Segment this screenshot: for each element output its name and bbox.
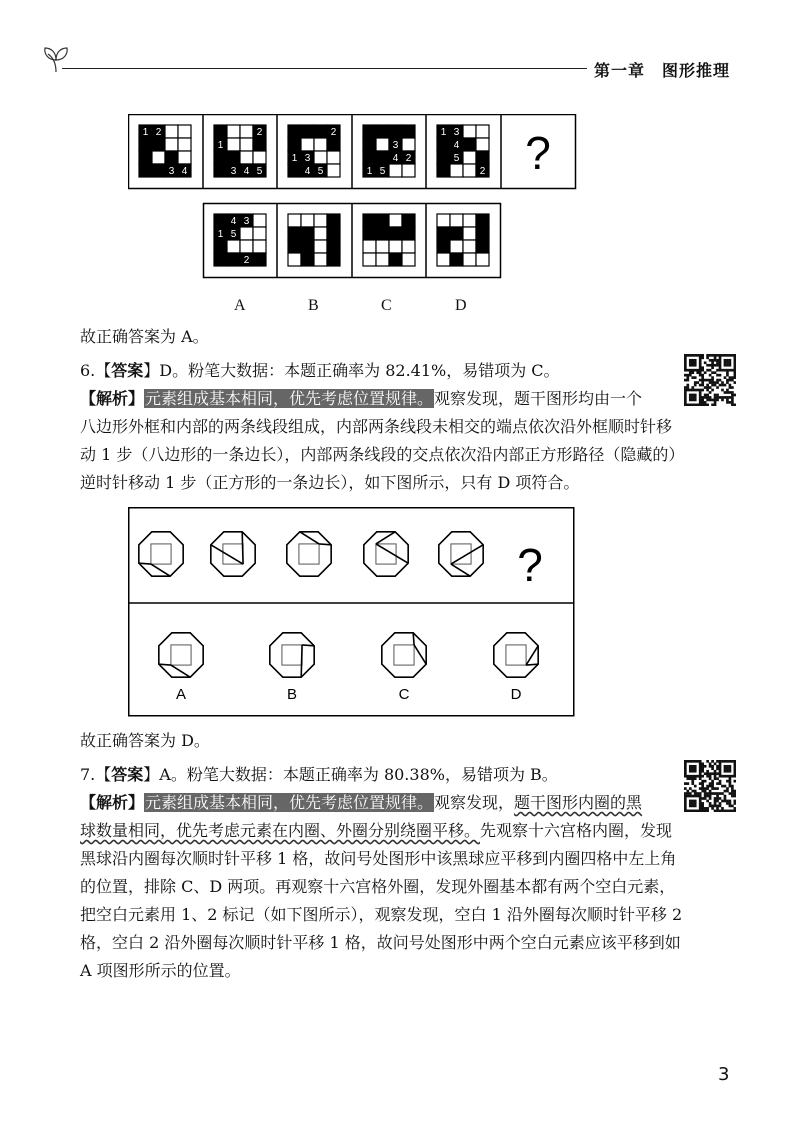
- grid-cell: [389, 214, 402, 227]
- grid-cell: [240, 125, 253, 138]
- grid-number-label: 1: [217, 140, 224, 151]
- grid-cell: [463, 240, 476, 253]
- grid-cell: [152, 164, 165, 177]
- grid-option-a: [214, 214, 266, 266]
- grid-number-label: 4: [230, 216, 237, 227]
- inner-segment: [159, 664, 171, 665]
- grid-cell: [450, 227, 463, 240]
- grid-figure-3: [288, 125, 340, 177]
- grid-cell: [178, 138, 191, 151]
- grid-cell: [363, 253, 376, 266]
- grid-cell: [437, 138, 450, 151]
- grid-cell: [214, 164, 227, 177]
- grid-cell: [288, 240, 301, 253]
- grid-cell: [376, 125, 389, 138]
- grid-number-label: 4: [453, 140, 460, 151]
- grid-number-label: 5: [256, 166, 263, 177]
- octagon-puzzle-figure: [128, 507, 576, 719]
- grid-number-label: 2: [405, 153, 412, 164]
- grid-cell: [301, 240, 314, 253]
- inner-segment: [301, 645, 302, 677]
- grid-cell: [476, 253, 489, 266]
- grid-cell: [314, 227, 327, 240]
- grid-cell: [363, 151, 376, 164]
- grid-cell: [402, 227, 415, 240]
- octagon-figure-2: [211, 532, 255, 576]
- q6-analysis-line-3: 动 1 步（八边形的一条边长），内部两条线段的交点依次沿内部正方形路径（隐藏的）: [80, 445, 685, 464]
- inner-segment: [376, 544, 408, 563]
- octagon-figure-4: [364, 532, 408, 576]
- grid-cell: [389, 253, 402, 266]
- grid-cell: [437, 151, 450, 164]
- grid-figure-5: [437, 125, 489, 177]
- q7-analysis-line-5: 把空白元素用 1、2 标记（如下图所示），观察发现，空白 1 沿外圈每次顺时针平移 2: [80, 905, 683, 924]
- grid-cell: [139, 164, 152, 177]
- grid-cell: [389, 164, 402, 177]
- grid-cell: [288, 227, 301, 240]
- grid-cell: [402, 138, 415, 151]
- grid-cell: [227, 253, 240, 266]
- grid-number-label: 5: [317, 166, 324, 177]
- grid-option-c: [363, 214, 415, 266]
- grid-cell: [476, 214, 489, 227]
- inner-segment: [139, 563, 151, 564]
- grid-number-label: 1: [291, 153, 298, 164]
- grid-cell: [437, 227, 450, 240]
- grid-number-label: 2: [155, 127, 162, 138]
- grid-cell: [463, 214, 476, 227]
- grid-cell: [301, 125, 314, 138]
- grid-cell: [476, 151, 489, 164]
- grid-cell: [288, 253, 301, 266]
- grid-cell: [301, 253, 314, 266]
- inner-segment: [171, 665, 190, 677]
- puzzle2-frame: [129, 508, 574, 716]
- octagon-option-a: [159, 633, 203, 677]
- grid-cell: [363, 227, 376, 240]
- grid-cell: [314, 240, 327, 253]
- grid-cell: [450, 240, 463, 253]
- grid-cell: [376, 214, 389, 227]
- grid-cell: [450, 164, 463, 177]
- grid-figure-4: [363, 125, 415, 177]
- grid-cell: [253, 253, 266, 266]
- grid-cell: [450, 214, 463, 227]
- grid-cell: [327, 240, 340, 253]
- grid-cell: [402, 253, 415, 266]
- grid-cell: [327, 138, 340, 151]
- header-rule: [62, 68, 587, 69]
- grid-cell: [288, 138, 301, 151]
- grid-cell: [463, 253, 476, 266]
- grid-cell: [389, 227, 402, 240]
- grid-number-label: 3: [243, 216, 250, 227]
- grid-cell: [165, 125, 178, 138]
- grid-option-b: [288, 214, 340, 266]
- hidden-square: [171, 645, 191, 665]
- grid-cell: [437, 240, 450, 253]
- grid-cell: [463, 227, 476, 240]
- grid-cell: [139, 138, 152, 151]
- grid-number-label: 3: [392, 140, 399, 151]
- grid-figure-2: [214, 125, 266, 177]
- inner-segment: [242, 532, 243, 564]
- grid-number-label: 3: [230, 166, 237, 177]
- grid-cell: [314, 151, 327, 164]
- inner-segment: [211, 545, 243, 564]
- octagon-option-c: [382, 633, 426, 677]
- grid-puzzle-figure: [128, 114, 578, 294]
- page-number: 3: [718, 1064, 730, 1085]
- grid-cell: [463, 138, 476, 151]
- grid-cell: [314, 214, 327, 227]
- leaf-icon: [42, 44, 70, 74]
- grid-cell: [240, 227, 253, 240]
- grid-cell: [253, 138, 266, 151]
- option-d-label: D: [455, 297, 467, 314]
- option-d-label: D: [510, 686, 522, 703]
- octagon-figure-5: [439, 532, 483, 576]
- grid-cell: [389, 240, 402, 253]
- grid-cell: [288, 164, 301, 177]
- answer-5: 故正确答案为 A。: [80, 327, 209, 346]
- grid-cell: [165, 138, 178, 151]
- octagon-option-b: [270, 633, 314, 677]
- grid-number-label: 3: [453, 127, 460, 138]
- grid-cell: [376, 253, 389, 266]
- grid-cell: [301, 227, 314, 240]
- option-c-label: C: [398, 686, 410, 703]
- question-mark: ?: [525, 127, 551, 179]
- q7-analysis-line-3: 黑球沿内圈每次顺时针平移 1 格，故问号处图形中该黑球应平移到内圈四格中左上角: [80, 849, 677, 868]
- grid-cell: [288, 125, 301, 138]
- grid-cell: [363, 214, 376, 227]
- grid-cell: [463, 125, 476, 138]
- grid-cell: [476, 138, 489, 151]
- grid-number-label: 4: [181, 166, 188, 177]
- grid-number-label: 5: [181, 153, 188, 164]
- grid-cell: [363, 138, 376, 151]
- grid-number-label: 3: [168, 166, 175, 177]
- grid-cell: [363, 240, 376, 253]
- grid-cell: [178, 125, 191, 138]
- q7-analysis-line-2: 球数量相同，优先考虑元素在内圈、外圈分别绕圈平移。先观察十六宫格内圈，发现: [80, 821, 673, 840]
- grid-number-label: 4: [304, 166, 311, 177]
- grid-cell: [288, 214, 301, 227]
- grid-number-label: 1: [217, 229, 224, 240]
- grid-cell: [437, 253, 450, 266]
- hidden-square: [299, 544, 319, 564]
- grid-cell: [450, 253, 463, 266]
- answer-6: 故正确答案为 D。: [80, 731, 210, 750]
- grid-number-label: 4: [392, 153, 399, 164]
- grid-number-label: 5: [379, 166, 386, 177]
- grid-cell: [165, 151, 178, 164]
- option-b-label: B: [308, 297, 319, 314]
- q6-answer-line: 6.【答案】D。粉笔大数据：本题正确率为 82.41%，易错项为 C。: [80, 361, 560, 380]
- grid-number-label: 1: [366, 166, 373, 177]
- grid-cell: [363, 125, 376, 138]
- grid-cell: [327, 253, 340, 266]
- inner-segment: [526, 664, 538, 665]
- grid-cell: [240, 240, 253, 253]
- octagon-figure-1: [139, 532, 183, 576]
- grid-cell: [227, 240, 240, 253]
- grid-cell: [227, 151, 240, 164]
- inner-segment: [451, 564, 470, 576]
- grid-number-label: 5: [230, 229, 237, 240]
- grid-number-label: 1: [440, 127, 447, 138]
- option-a-label: A: [234, 297, 246, 314]
- grid-number-label: 2: [243, 255, 250, 266]
- q6-analysis-line-2: 八边形外框和内部的两条线段组成，内部两条线段未相交的端点依次沿外框顺时针移: [80, 417, 673, 436]
- grid-cell: [253, 214, 266, 227]
- grid-cell: [376, 240, 389, 253]
- grid-cell: [376, 227, 389, 240]
- grid-cell: [152, 138, 165, 151]
- q6-analysis-line-4: 逆时针移动 1 步（正方形的一条边长），如下图所示，只有 D 项符合。: [80, 473, 580, 492]
- grid-cell: [253, 151, 266, 164]
- grid-cell: [214, 253, 227, 266]
- grid-number-label: 2: [256, 127, 263, 138]
- inner-segment: [413, 633, 414, 645]
- hidden-square: [282, 645, 302, 665]
- q6-analysis-line-1: 【解析】元素组成基本相同，优先考虑位置规律。观察发现，题干图形均由一个: [80, 389, 643, 408]
- grid-cell: [214, 151, 227, 164]
- grid-cell: [314, 253, 327, 266]
- grid-cell: [227, 138, 240, 151]
- grid-cell: [376, 151, 389, 164]
- grid-cell: [402, 164, 415, 177]
- grid-cell: [476, 125, 489, 138]
- grid-cell: [314, 138, 327, 151]
- grid-number-label: 2: [330, 127, 337, 138]
- grid-cell: [327, 227, 340, 240]
- grid-cell: [402, 125, 415, 138]
- grid-number-label: 2: [479, 166, 486, 177]
- grid-cell: [240, 138, 253, 151]
- grid-cell: [476, 240, 489, 253]
- inner-segment: [151, 564, 170, 576]
- grid-cell: [402, 214, 415, 227]
- grid-cell: [240, 151, 253, 164]
- chapter-title: 第一章 图形推理: [594, 61, 731, 80]
- inner-segment: [376, 532, 395, 544]
- inner-segment: [526, 646, 538, 665]
- question-mark: ?: [517, 539, 543, 591]
- grid-cell: [437, 214, 450, 227]
- octagon-figure-3: [287, 532, 331, 576]
- hidden-square: [394, 645, 414, 665]
- q7-analysis-line-4: 的位置，排除 C、D 两项。再观察十六宫格外圈，发现外圈基本都有两个空白元素，: [80, 877, 676, 896]
- grid-cell: [389, 125, 402, 138]
- grid-option-d: [437, 214, 489, 266]
- grid-cell: [437, 164, 450, 177]
- grid-cell: [214, 125, 227, 138]
- grid-cell: [152, 151, 165, 164]
- inner-segment: [319, 544, 331, 545]
- grid-cell: [402, 240, 415, 253]
- grid-cell: [327, 214, 340, 227]
- grid-number-label: 5: [453, 153, 460, 164]
- inner-segment: [414, 645, 426, 664]
- grid-cell: [139, 151, 152, 164]
- hidden-square: [151, 544, 171, 564]
- grid-cell: [214, 240, 227, 253]
- q7-analysis-line-1: 【解析】元素组成基本相同，优先考虑位置规律。观察发现，题干图形内圈的黑: [80, 793, 643, 812]
- option-a-label: A: [175, 686, 187, 703]
- grid-cell: [476, 227, 489, 240]
- option-b-label: B: [286, 686, 298, 703]
- inner-segment: [300, 532, 319, 544]
- hidden-square: [506, 645, 526, 665]
- grid-cell: [376, 138, 389, 151]
- grid-cell: [214, 214, 227, 227]
- octagon-option-d: [494, 633, 538, 677]
- q7-answer-line: 7.【答案】A。粉笔大数据：本题正确率为 80.38%，易错项为 B。: [80, 765, 558, 784]
- grid-number-label: 3: [304, 153, 311, 164]
- q7-analysis-line-6: 格，空白 2 沿外圈每次顺时针平移 1 格，故问号处图形中两个空白元素应该平移到如: [80, 933, 681, 952]
- option-c-label: C: [381, 297, 392, 314]
- grid-cell: [327, 164, 340, 177]
- inner-segment: [302, 645, 314, 646]
- grid-cell: [463, 164, 476, 177]
- q7-analysis-line-7: A 项图形所示的位置。: [80, 961, 241, 980]
- grid-cell: [463, 151, 476, 164]
- grid-cell: [327, 151, 340, 164]
- grid-number-label: 1: [142, 127, 149, 138]
- grid-cell: [227, 125, 240, 138]
- grid-cell: [314, 125, 327, 138]
- grid-number-label: 4: [243, 166, 250, 177]
- grid-cell: [301, 214, 314, 227]
- grid-figure-1: [139, 125, 191, 177]
- inner-segment: [451, 545, 483, 564]
- grid-cell: [301, 138, 314, 151]
- grid-cell: [253, 227, 266, 240]
- grid-cell: [253, 240, 266, 253]
